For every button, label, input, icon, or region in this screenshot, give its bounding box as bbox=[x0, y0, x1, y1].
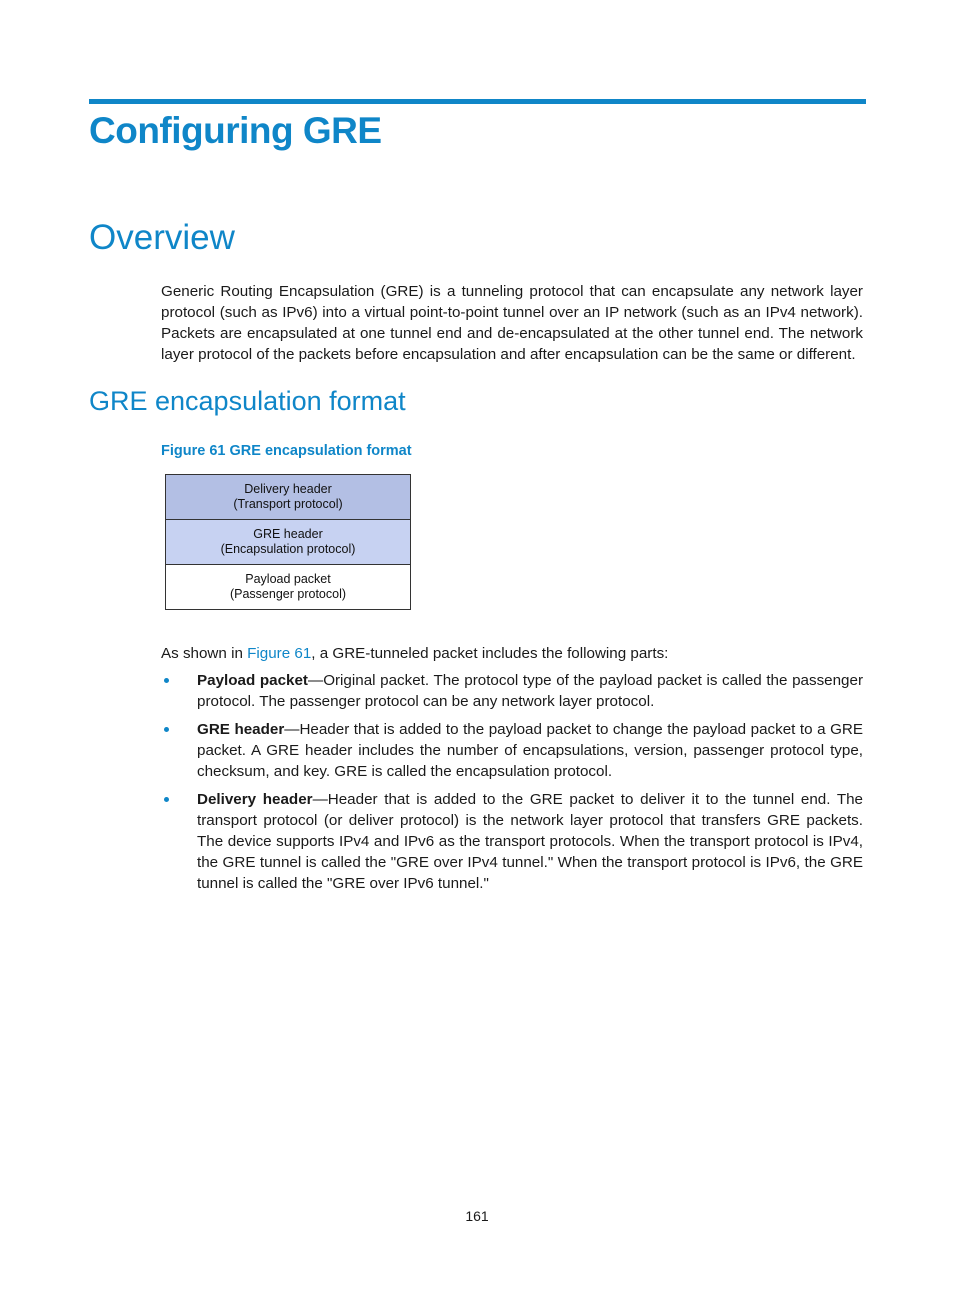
chapter-rule bbox=[89, 99, 866, 104]
delivery-header-block bbox=[166, 475, 410, 520]
delivery-header-sublabel: (Transport protocol) bbox=[233, 497, 343, 511]
term-payload-packet: Payload packet bbox=[197, 672, 308, 689]
intro-text-after: , a GRE-tunneled packet includes the following parts: bbox=[311, 645, 669, 662]
list-item-gre-header bbox=[161, 719, 863, 782]
list-item-delivery-header bbox=[161, 789, 863, 894]
payload-packet-sublabel: (Passenger protocol) bbox=[229, 587, 347, 601]
desc-delivery-header: —Header that is added to the GRE packet to deliver it to the tunnel end. The transport protocol (or deliver protocol) is the network layer protocol that transfers GRE packets. The device supports IPv4 and IPv6 as the transport protocols. When the transport protocol is IPv4, the GRE tunnel is called the "GRE over IPv4 tunnel." When the transport protocol is IPv6, the GRE tunnel is called the "GRE over IPv6 tunnel." bbox=[197, 791, 863, 892]
payload-packet-block bbox=[166, 565, 410, 610]
delivery-header-label: Delivery header bbox=[244, 482, 332, 496]
figure-61-link[interactable]: Figure 61 bbox=[247, 645, 312, 662]
gre-header-label: GRE header bbox=[253, 527, 323, 541]
intro-paragraph bbox=[161, 643, 863, 664]
list-item-payload-packet bbox=[161, 670, 863, 712]
encapsulation-heading: GRE encapsulation format bbox=[89, 386, 406, 416]
bullet-icon bbox=[164, 678, 169, 683]
desc-payload-packet: —Original packet. The protocol type of the payload packet is called the passenger protocol. The passenger protocol can be any network layer protocol. bbox=[197, 672, 864, 710]
payload-packet-label: Payload packet bbox=[245, 572, 331, 586]
chapter-title: Configuring GRE bbox=[89, 110, 382, 151]
overview-paragraph: Generic Routing Encapsulation (GRE) is a tunneling protocol that can encapsulate any network layer protocol (such as IPv6) into a virtual point-to-point tunnel over an IP network (such as an IPv4 network). Packets are encapsulated at one tunnel end and de-encapsulated at the other tunnel end. The network layer protocol of the packets before encapsulation and after encapsulation can be the same or different. bbox=[161, 283, 863, 363]
gre-header-block bbox=[166, 520, 410, 565]
figure-caption: Figure 61 GRE encapsulation format bbox=[161, 443, 412, 459]
overview-heading: Overview bbox=[89, 218, 235, 257]
page-number: 161 bbox=[465, 1208, 489, 1224]
gre-header-sublabel: (Encapsulation protocol) bbox=[220, 542, 356, 556]
bullet-icon bbox=[164, 727, 169, 732]
gre-encapsulation-figure bbox=[165, 474, 411, 610]
bullet-icon bbox=[164, 797, 169, 802]
intro-text-before: As shown in bbox=[161, 645, 248, 662]
desc-gre-header: —Header that is added to the payload packet to change the payload packet to a GRE packet. A GRE header includes the number of encapsulations, version, passenger protocol type, checksum, and key. GRE is called the encapsulation protocol. bbox=[197, 721, 863, 780]
term-gre-header: GRE header bbox=[197, 721, 285, 738]
parts-list bbox=[161, 670, 863, 901]
term-delivery-header: Delivery header bbox=[197, 791, 313, 808]
